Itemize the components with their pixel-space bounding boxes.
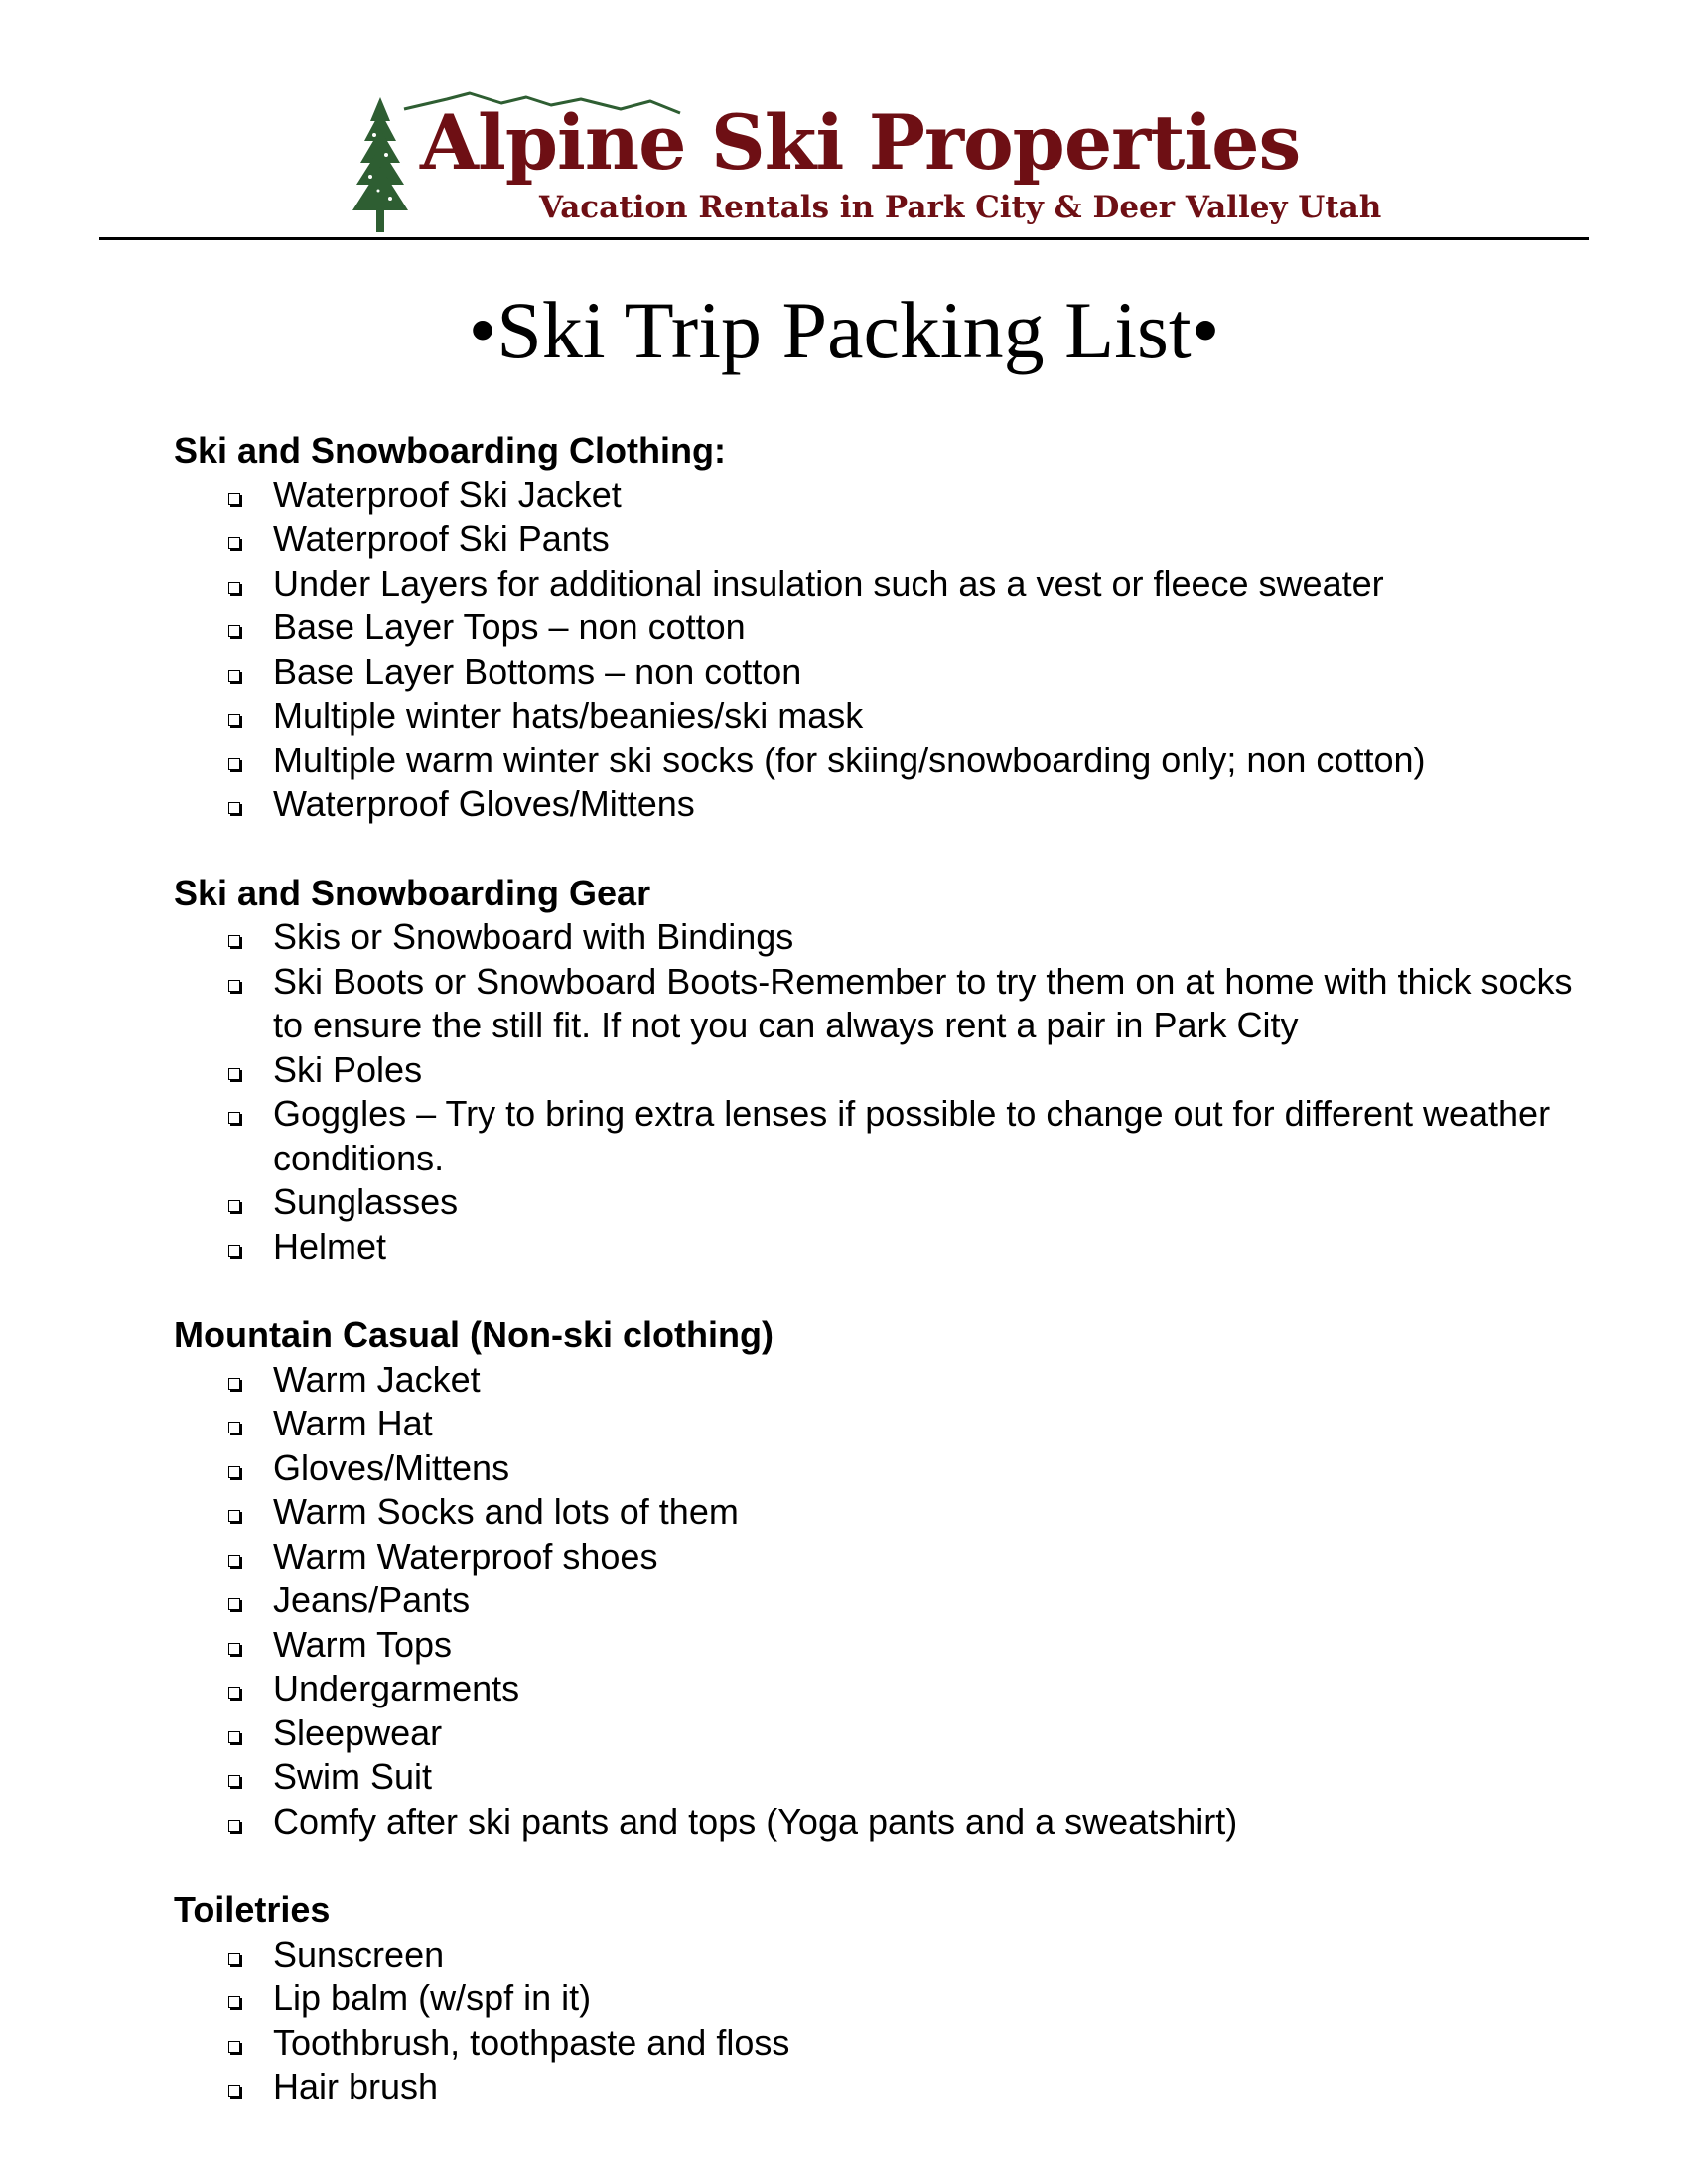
checkbox-icon[interactable] bbox=[228, 537, 240, 549]
list-item bbox=[174, 694, 1584, 739]
list-item bbox=[174, 1402, 1584, 1446]
list-item bbox=[174, 1048, 1584, 1093]
checkbox-icon[interactable] bbox=[228, 1510, 240, 1522]
list-item bbox=[174, 2021, 1584, 2066]
item-label: Jeans/Pants bbox=[273, 1579, 471, 1620]
checkbox-icon[interactable] bbox=[228, 582, 240, 594]
checkbox-icon[interactable] bbox=[228, 1555, 240, 1567]
section-heading: Ski and Snowboarding Gear bbox=[174, 872, 651, 913]
list-item bbox=[174, 1933, 1584, 1978]
item-label: Sunglasses bbox=[273, 1181, 459, 1222]
list-item bbox=[174, 2065, 1584, 2110]
list-item bbox=[174, 562, 1584, 607]
item-label: Goggles – Try to bring extra lenses if possible to change out for different weather conditions. bbox=[273, 1093, 1551, 1178]
checkbox-icon[interactable] bbox=[228, 1953, 240, 1965]
header-divider bbox=[99, 237, 1589, 240]
checkbox-icon[interactable] bbox=[228, 714, 240, 726]
list-item bbox=[174, 1578, 1584, 1623]
list-item bbox=[174, 606, 1584, 650]
section-heading: Mountain Casual (Non-ski clothing) bbox=[174, 1314, 774, 1355]
section-toiletries bbox=[174, 1888, 1584, 2110]
checkbox-icon[interactable] bbox=[228, 1775, 240, 1787]
section-heading: Toiletries bbox=[174, 1889, 331, 1930]
checkbox-icon[interactable] bbox=[228, 1643, 240, 1655]
item-label: Sleepwear bbox=[273, 1711, 443, 1753]
item-label: Multiple winter hats/beanies/ski mask bbox=[273, 695, 864, 736]
item-label: Warm Hat bbox=[273, 1403, 433, 1443]
list-item bbox=[174, 1711, 1584, 1756]
checkbox-icon[interactable] bbox=[228, 1245, 240, 1257]
section-heading: Ski and Snowboarding Clothing: bbox=[174, 430, 726, 471]
checkbox-icon[interactable] bbox=[228, 935, 240, 947]
item-label: Swim Suit bbox=[273, 1756, 433, 1797]
list-item bbox=[174, 915, 1584, 960]
list-item bbox=[174, 1225, 1584, 1270]
list-item bbox=[174, 1092, 1584, 1180]
brand-logo bbox=[352, 87, 1382, 236]
checkbox-icon[interactable] bbox=[228, 1422, 240, 1433]
item-label: Waterproof Ski Jacket bbox=[273, 474, 622, 515]
checkbox-icon[interactable] bbox=[228, 670, 240, 682]
section-ski-gear bbox=[174, 872, 1584, 1270]
section-mountain-casual bbox=[174, 1313, 1584, 1843]
checkbox-icon[interactable] bbox=[228, 1820, 240, 1832]
item-label: Skis or Snowboard with Bindings bbox=[273, 916, 794, 957]
page-title: •Ski Trip Packing List• bbox=[468, 285, 1220, 375]
brand-tagline: Vacation Rentals in Park City & Deer Valley Utah bbox=[539, 190, 1382, 225]
item-label: Comfy after ski pants and tops (Yoga pants and a sweatshirt) bbox=[273, 1800, 1238, 1842]
list-item bbox=[174, 1358, 1584, 1403]
checklist bbox=[174, 1933, 1584, 2110]
list-item bbox=[174, 474, 1584, 518]
item-label: Warm Socks and lots of them bbox=[273, 1491, 739, 1532]
checklist bbox=[174, 915, 1584, 1269]
checkbox-icon[interactable] bbox=[228, 1200, 240, 1212]
item-label: Warm Waterproof shoes bbox=[273, 1535, 658, 1576]
checkbox-icon[interactable] bbox=[228, 493, 240, 505]
list-item bbox=[174, 1490, 1584, 1535]
item-label: Base Layer Bottoms – non cotton bbox=[273, 650, 802, 692]
packing-list bbox=[174, 429, 1584, 2154]
checkbox-icon[interactable] bbox=[228, 802, 240, 814]
list-item bbox=[174, 1977, 1584, 2021]
checkbox-icon[interactable] bbox=[228, 1466, 240, 1478]
list-item bbox=[174, 1446, 1584, 1491]
item-label: Multiple warm winter ski socks (for skiing/snowboarding only; non cotton) bbox=[273, 739, 1426, 780]
list-item bbox=[174, 960, 1584, 1048]
checkbox-icon[interactable] bbox=[228, 1996, 240, 2008]
item-label: Undergarments bbox=[273, 1668, 520, 1708]
list-item bbox=[174, 739, 1584, 783]
item-label: Helmet bbox=[273, 1225, 387, 1267]
item-label: Waterproof Gloves/Mittens bbox=[273, 783, 695, 824]
checkbox-icon[interactable] bbox=[228, 1598, 240, 1610]
item-label: Lip balm (w/spf in it) bbox=[273, 1978, 592, 2018]
checkbox-icon[interactable] bbox=[228, 1687, 240, 1699]
checkbox-icon[interactable] bbox=[228, 1378, 240, 1390]
item-label: Warm Jacket bbox=[273, 1358, 481, 1400]
item-label: Base Layer Tops – non cotton bbox=[273, 607, 746, 647]
checklist bbox=[174, 474, 1584, 827]
list-item bbox=[174, 650, 1584, 695]
item-label: Gloves/Mittens bbox=[273, 1446, 510, 1488]
list-item bbox=[174, 1667, 1584, 1711]
checkbox-icon[interactable] bbox=[228, 625, 240, 637]
checkbox-icon[interactable] bbox=[228, 1112, 240, 1124]
list-item bbox=[174, 1800, 1584, 1844]
list-item bbox=[174, 1755, 1584, 1800]
checkbox-icon[interactable] bbox=[228, 2041, 240, 2053]
item-label: Under Layers for additional insulation such as a vest or fleece sweater bbox=[273, 562, 1384, 604]
item-label: Hair brush bbox=[273, 2066, 439, 2107]
list-item bbox=[174, 1180, 1584, 1225]
checkbox-icon[interactable] bbox=[228, 1068, 240, 1080]
list-item bbox=[174, 1623, 1584, 1668]
item-label: Waterproof Ski Pants bbox=[273, 518, 610, 559]
item-label: Ski Poles bbox=[273, 1048, 423, 1090]
item-label: Sunscreen bbox=[273, 1933, 445, 1975]
checkbox-icon[interactable] bbox=[228, 2085, 240, 2097]
checkbox-icon[interactable] bbox=[228, 1731, 240, 1743]
list-item bbox=[174, 1535, 1584, 1579]
item-label: Warm Tops bbox=[273, 1623, 453, 1665]
checklist bbox=[174, 1358, 1584, 1844]
list-item bbox=[174, 782, 1584, 827]
checkbox-icon[interactable] bbox=[228, 758, 240, 770]
checkbox-icon[interactable] bbox=[228, 980, 240, 992]
section-ski-clothing bbox=[174, 429, 1584, 827]
brand-name: Alpine Ski Properties bbox=[420, 98, 1301, 187]
item-label: Toothbrush, toothpaste and floss bbox=[273, 2021, 790, 2063]
list-item bbox=[174, 517, 1584, 562]
item-label: Ski Boots or Snowboard Boots-Remember to try them on at home with thick socks to ensure the still fit. If not you can always rent a pair in Park City bbox=[273, 960, 1573, 1045]
